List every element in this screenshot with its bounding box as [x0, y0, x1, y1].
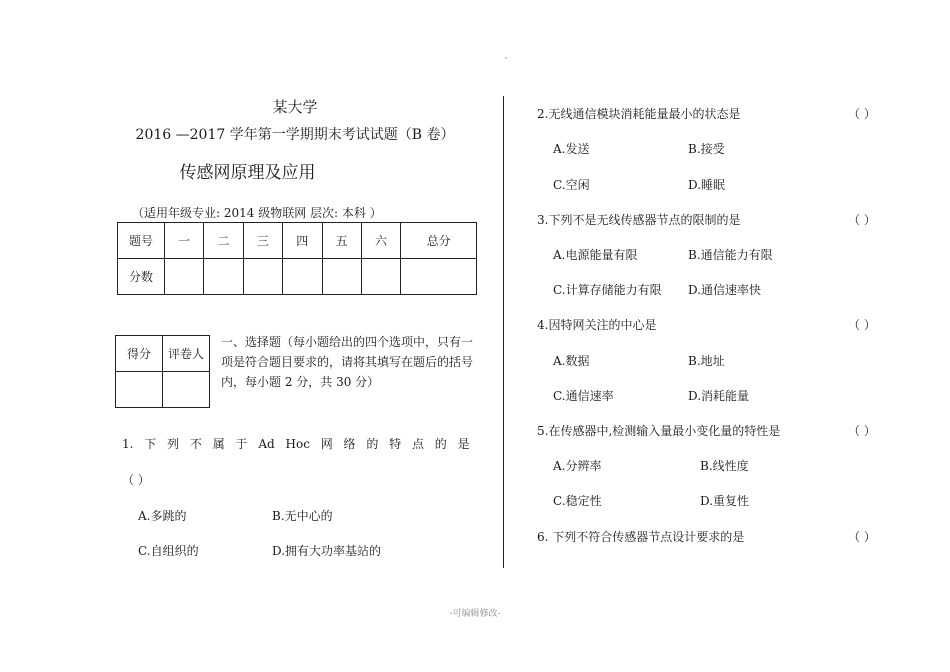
course-title: 传感网原理及应用	[179, 163, 316, 183]
section1-line1: 一、选择题（每小题给出的四个选项中，只有一	[221, 335, 474, 349]
grader-name-cell[interactable]	[163, 372, 210, 408]
q6-stem: 6. 下列不符合传感器节点设计要求的是	[537, 530, 745, 544]
q2-stem: 2.无线通信模块消耗能量最小的状态是	[537, 107, 741, 121]
q5-option-d: D.重复性	[700, 494, 750, 508]
q4-stem: 4.因特网关注的中心是	[537, 318, 657, 332]
q4-answer-paren[interactable]: （ ）	[848, 318, 876, 332]
exam-title: 2016 —2017 学年第一学期期末考试试题（B 卷）	[135, 127, 455, 143]
q1-option-b: B.无中心的	[272, 509, 333, 523]
q3-option-c: C.计算存储能力有限	[553, 283, 662, 297]
q2-option-c: C.空闲	[553, 178, 590, 192]
q5-option-b: B.线性度	[700, 459, 749, 473]
column-divider	[503, 96, 504, 568]
score-cell[interactable]	[401, 259, 477, 295]
q5-stem: 5.在传感器中,检测输入量最小变化量的特性是	[537, 424, 781, 438]
q5-answer-paren[interactable]: （ ）	[848, 424, 876, 438]
score-table	[117, 222, 477, 295]
section1-line2: 项是符合题目要求的，请将其填写在题后的括号	[221, 355, 474, 369]
q4-option-a: A.数据	[553, 354, 590, 368]
q5-option-c: C.稳定性	[553, 494, 602, 508]
score-cell[interactable]	[204, 259, 243, 295]
grader-name-header: 评卷人	[163, 336, 210, 372]
q4-option-b: B.地址	[688, 354, 725, 368]
q2-option-d: D.睡眠	[688, 178, 726, 192]
score-header-cell: 三	[243, 223, 282, 259]
score-cell[interactable]	[165, 259, 204, 295]
q1-answer-paren[interactable]: （ ）	[122, 473, 150, 487]
q4-option-c: C.通信速率	[553, 389, 614, 403]
grader-score-cell[interactable]	[116, 372, 163, 408]
q1-stem: 1. 下 列 不 属 于 Ad Hoc 网 络 的 特 点 的 是	[122, 437, 470, 451]
score-header-cell: 二	[204, 223, 243, 259]
q1-option-d: D.拥有大功率基站的	[272, 544, 382, 558]
grader-score-header: 得分	[116, 336, 163, 372]
score-cell[interactable]	[283, 259, 322, 295]
score-header-cell: 一	[165, 223, 204, 259]
page-footer: -可编辑修改-	[449, 609, 501, 619]
q4-option-d: D.消耗能量	[688, 389, 750, 403]
q3-option-b: B.通信能力有限	[688, 248, 773, 262]
score-header-cell: 四	[283, 223, 322, 259]
q2-option-a: A.发送	[553, 142, 590, 156]
university-name: 某大学	[272, 98, 318, 116]
q3-option-a: A.电源能量有限	[553, 248, 638, 262]
grader-table	[115, 335, 210, 408]
q3-option-d: D.通信速率快	[688, 283, 762, 297]
q1-option-a: A.多跳的	[138, 509, 187, 523]
q6-answer-paren[interactable]: （ ）	[848, 530, 876, 544]
section1-line3: 内，每小题 2 分，共 30 分）	[221, 375, 380, 389]
page-mark	[505, 57, 507, 59]
score-header-cell: 六	[361, 223, 400, 259]
q2-answer-paren[interactable]: （ ）	[848, 107, 876, 121]
meta-line: （适用年级专业: 2014 级物联网 层次: 本科 ）	[132, 206, 382, 220]
q2-option-b: B.接受	[688, 142, 725, 156]
score-header-cell: 五	[322, 223, 361, 259]
q1-option-c: C.自组织的	[138, 544, 199, 558]
q3-stem: 3.下列不是无线传感器节点的限制的是	[537, 213, 741, 227]
score-header-cell: 题号	[118, 223, 165, 259]
q3-answer-paren[interactable]: （ ）	[848, 213, 876, 227]
score-cell[interactable]	[322, 259, 361, 295]
score-cell[interactable]	[361, 259, 400, 295]
score-cell[interactable]	[243, 259, 282, 295]
score-row-label: 分数	[118, 259, 165, 295]
q5-option-a: A.分辨率	[553, 459, 602, 473]
score-header-cell: 总分	[401, 223, 477, 259]
